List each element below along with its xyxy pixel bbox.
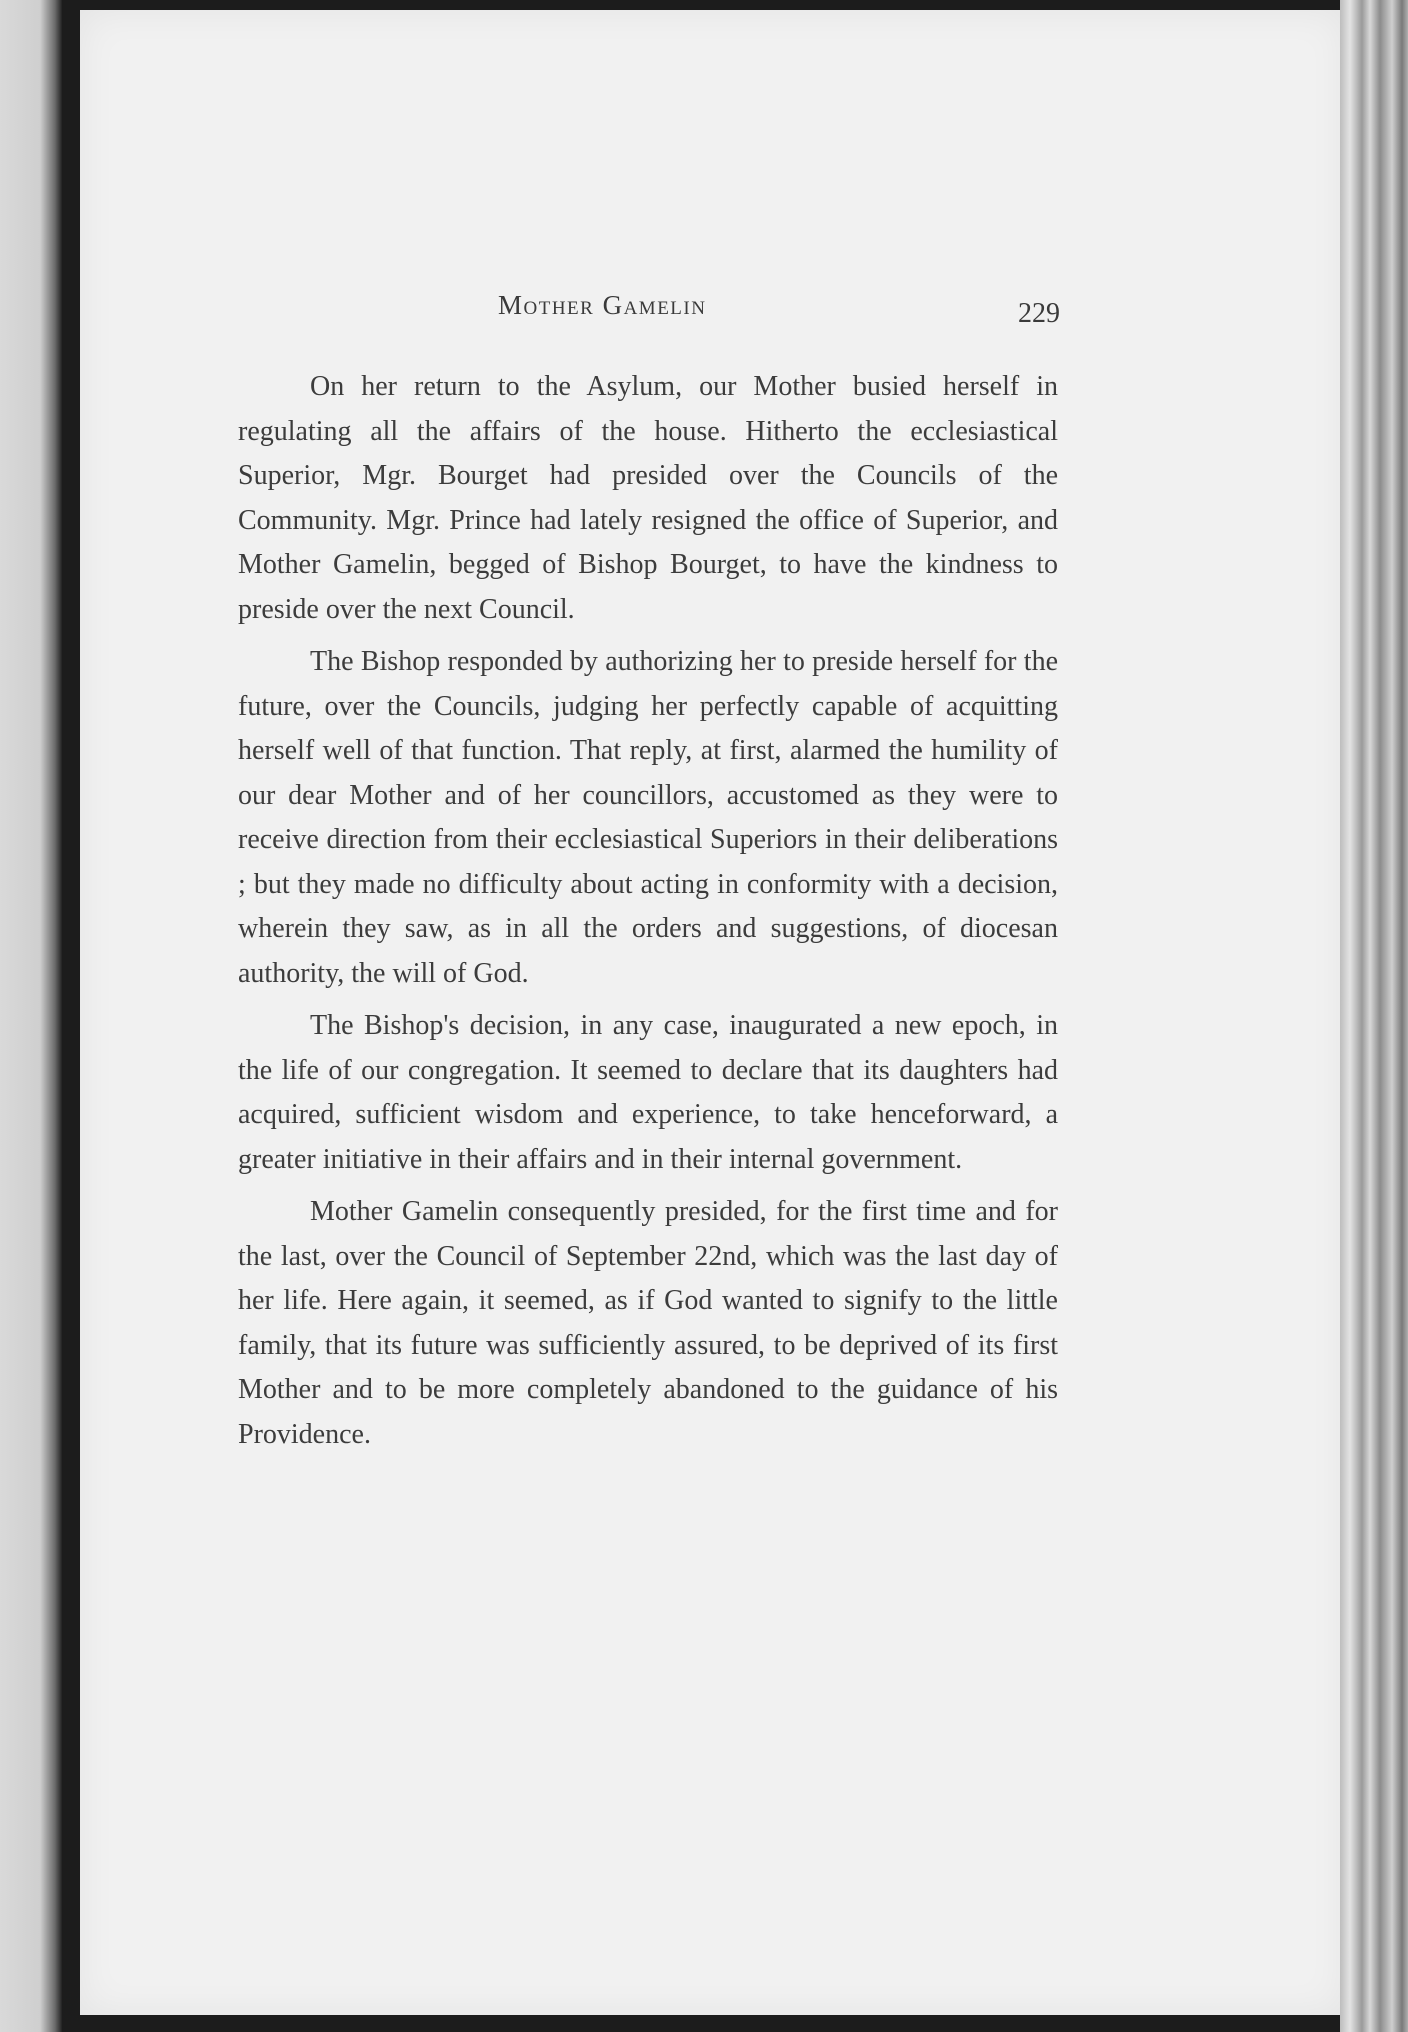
body-text — [238, 365, 1058, 1465]
paragraph: The Bishop responded by authorizing her to preside herself for the future, over the Councils, judging her perfectly capable of acquitting herself well of that function. That reply, at first, alarmed the humility of our dear Mother and of her councillors, accustomed as they were to receive direction from their ecclesiastical Superiors in their deliberations ; but they made no difficulty about acting in conformity with a decision, wherein they saw, as in all the orders and suggestions, of diocesan authority, the will of God. — [238, 646, 1058, 989]
paragraph: Mother Gamelin consequently presided, for the first time and for the last, over the Council of September 22nd, which was the last day of her life. Here again, it seemed, as if God wanted to signify to the little family, that its future was sufficiently assured, to be deprived of its first Mother and to be more completely abandoned to the guidance of his Providence. — [238, 1196, 1058, 1450]
facing-page-edge — [0, 0, 62, 2032]
paragraph: On her return to the Asylum, our Mother busied herself in regulating all the affairs of the house. Hitherto the ecclesiastical Superior, Mgr. Bourget had presided over the Councils of the Community. Mgr. Prince had lately resigned the office of Superior, and Mother Gamelin, begged of Bishop Bourget, to have the kindness to preside over the next Council. — [238, 371, 1058, 625]
book-fore-edge — [1340, 0, 1408, 2032]
page-number: 229 — [1018, 298, 1060, 329]
page-header — [80, 290, 1345, 330]
paragraph: The Bishop's decision, in any case, inaugurated a new epoch, in the life of our congregation. It seemed to declare that its daughters had acquired, sufficient wisdom and experience, to take henceforward, a greater initiative in their affairs and in their internal government. — [238, 1010, 1058, 1175]
running-head: Mother Gamelin — [498, 290, 707, 320]
